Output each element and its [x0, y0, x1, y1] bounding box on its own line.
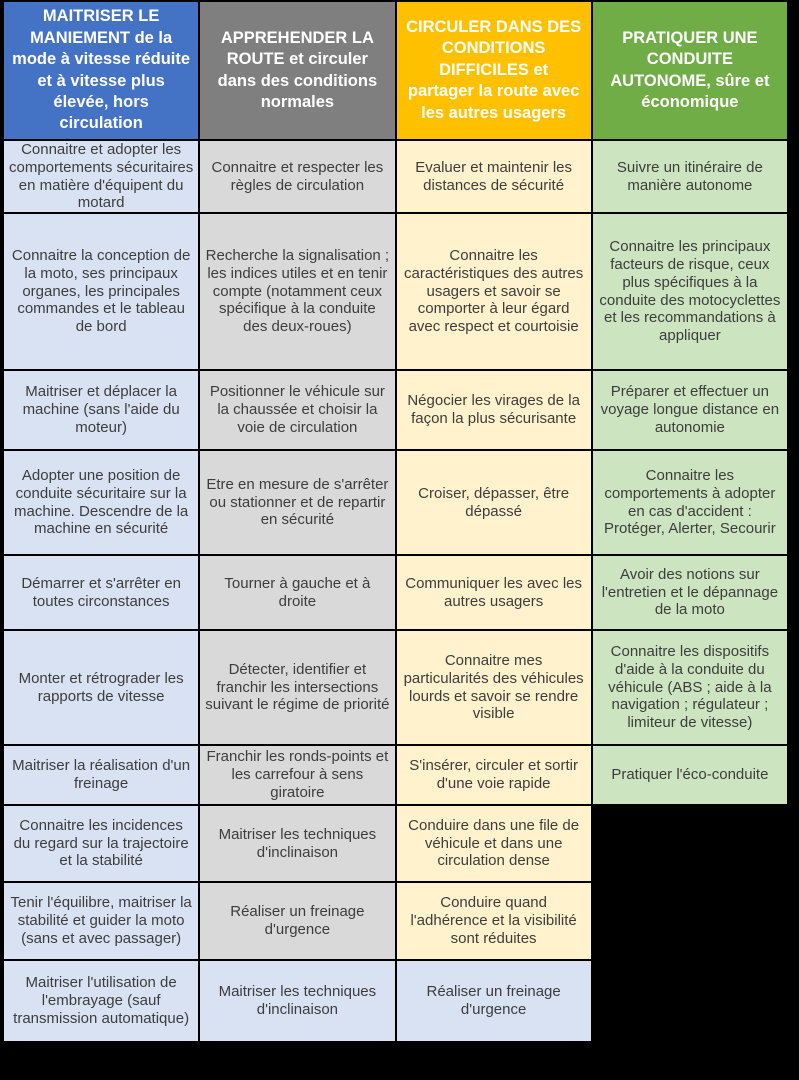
table-cell: Connaitre la conception de la moto, ses principaux organes, les principales commandes et le tableau de bord [4, 214, 198, 369]
column-header-caps: CIRCULER DANS DES CONDITIONS DIFFICILES [406, 17, 582, 79]
table-cell: Négocier les virages de la façon la plus sécurisante [397, 371, 591, 449]
table-cell: Avoir des notions sur l'entretien et le dépannage de la moto [593, 556, 787, 629]
table-cell: Connaitre les principaux facteurs de risque, ceux plus spécifiques à la conduite des motocyclettes et les recommandations à appliquer [593, 214, 787, 369]
empty-cell [593, 961, 787, 1041]
table-cell: Détecter, identifier et franchir les intersections suivant le régime de priorité [200, 631, 394, 744]
table-cell: Connaitre et adopter les comportements sécuritaires en matière d'équipent du motard [4, 141, 198, 212]
column-header-rest: de la mode à vitesse réduite et à vitesse plus élevée, hors circulation [12, 28, 191, 133]
table-cell: Adopter une position de conduite sécuritaire sur la machine. Descendre de la machine en sécurité [4, 451, 198, 554]
column-header-4 [593, 2, 787, 139]
column-header-caps: PRATIQUER UNE CONDUITE AUTONOME [610, 28, 758, 90]
table-cell: Réaliser un freinage d'urgence [200, 883, 394, 959]
table-cell: Connaitre et respecter les règles de circulation [200, 141, 394, 212]
column-header-rest: et partager la route avec les autres usagers [407, 60, 580, 122]
table-cell: Connaitre les caractéristiques des autres usagers et savoir se comporter à leur égard avec respect et courtoisie [397, 214, 591, 369]
column-header-1 [4, 2, 198, 139]
table-cell: Croiser, dépasser, être dépassé [397, 451, 591, 554]
empty-cell [593, 806, 787, 881]
table-cell: Positionner le véhicule sur la chaussée et choisir la voie de circulation [200, 371, 394, 449]
table-cell: Franchir les ronds-points et les carrefour à sens giratoire [200, 746, 394, 804]
table-cell: Connaitre les comportements à adopter en cas d'accident : Protéger, Alerter, Secourir [593, 451, 787, 554]
table-cell: S'insérer, circuler et sortir d'une voie rapide [397, 746, 591, 804]
competency-table [2, 0, 789, 1043]
table-cell: Conduire dans une file de véhicule et dans une circulation dense [397, 806, 591, 881]
table-cell: Démarrer et s'arrêter en toutes circonstances [4, 556, 198, 629]
table-cell: Maitriser les techniques d'inclinaison [200, 961, 394, 1041]
table-cell: Connaitre mes particularités des véhicules lourds et savoir se rendre visible [397, 631, 591, 744]
table-cell: Maitriser les techniques d'inclinaison [200, 806, 394, 881]
table-cell: Conduire quand l'adhérence et la visibilité sont réduites [397, 883, 591, 959]
column-header-rest: et circuler dans des conditions normales [217, 50, 378, 111]
table-cell: Recherche la signalisation ; les indices utiles et en tenir compte (notamment ceux spécifique à la conduite des deux-roues) [200, 214, 394, 369]
table-cell: Tenir l'équilibre, maitriser la stabilité et guider la moto (sans et avec passager) [4, 883, 198, 959]
column-header-caps: MAITRISER LE MANIEMENT [30, 7, 160, 47]
table-cell: Communiquer les avec les autres usagers [397, 556, 591, 629]
column-header-3 [397, 2, 591, 139]
table-cell: Etre en mesure de s'arrêter ou stationner et de repartir en sécurité [200, 451, 394, 554]
table-cell: Maitriser la réalisation d'un freinage [4, 746, 198, 804]
table-cell: Connaitre les dispositifs d'aide à la conduite du véhicule (ABS ; aide à la navigation ; régulateur ; limiteur de vitesse) [593, 631, 787, 744]
empty-cell [593, 883, 787, 959]
table-cell: Tourner à gauche et à droite [200, 556, 394, 629]
table-cell: Préparer et effectuer un voyage longue distance en autonomie [593, 371, 787, 449]
table-cell: Monter et rétrograder les rapports de vitesse [4, 631, 198, 744]
table-cell: Réaliser un freinage d'urgence [397, 961, 591, 1041]
column-header-caps: APPREHENDER LA ROUTE [220, 28, 374, 69]
table-cell: Pratiquer l'éco-conduite [593, 746, 787, 804]
table-cell: Connaitre les incidences du regard sur la trajectoire et la stabilité [4, 806, 198, 881]
column-header-2 [200, 2, 394, 139]
table-cell: Maitriser l'utilisation de l'embrayage (sauf transmission automatique) [4, 961, 198, 1041]
table-cell: Maitriser et déplacer la machine (sans l'aide du moteur) [4, 371, 198, 449]
table-cell: Suivre un itinéraire de manière autonome [593, 141, 787, 212]
table-cell: Evaluer et maintenir les distances de sécurité [397, 141, 591, 212]
column-header-rest: , sûre et économique [641, 71, 770, 111]
